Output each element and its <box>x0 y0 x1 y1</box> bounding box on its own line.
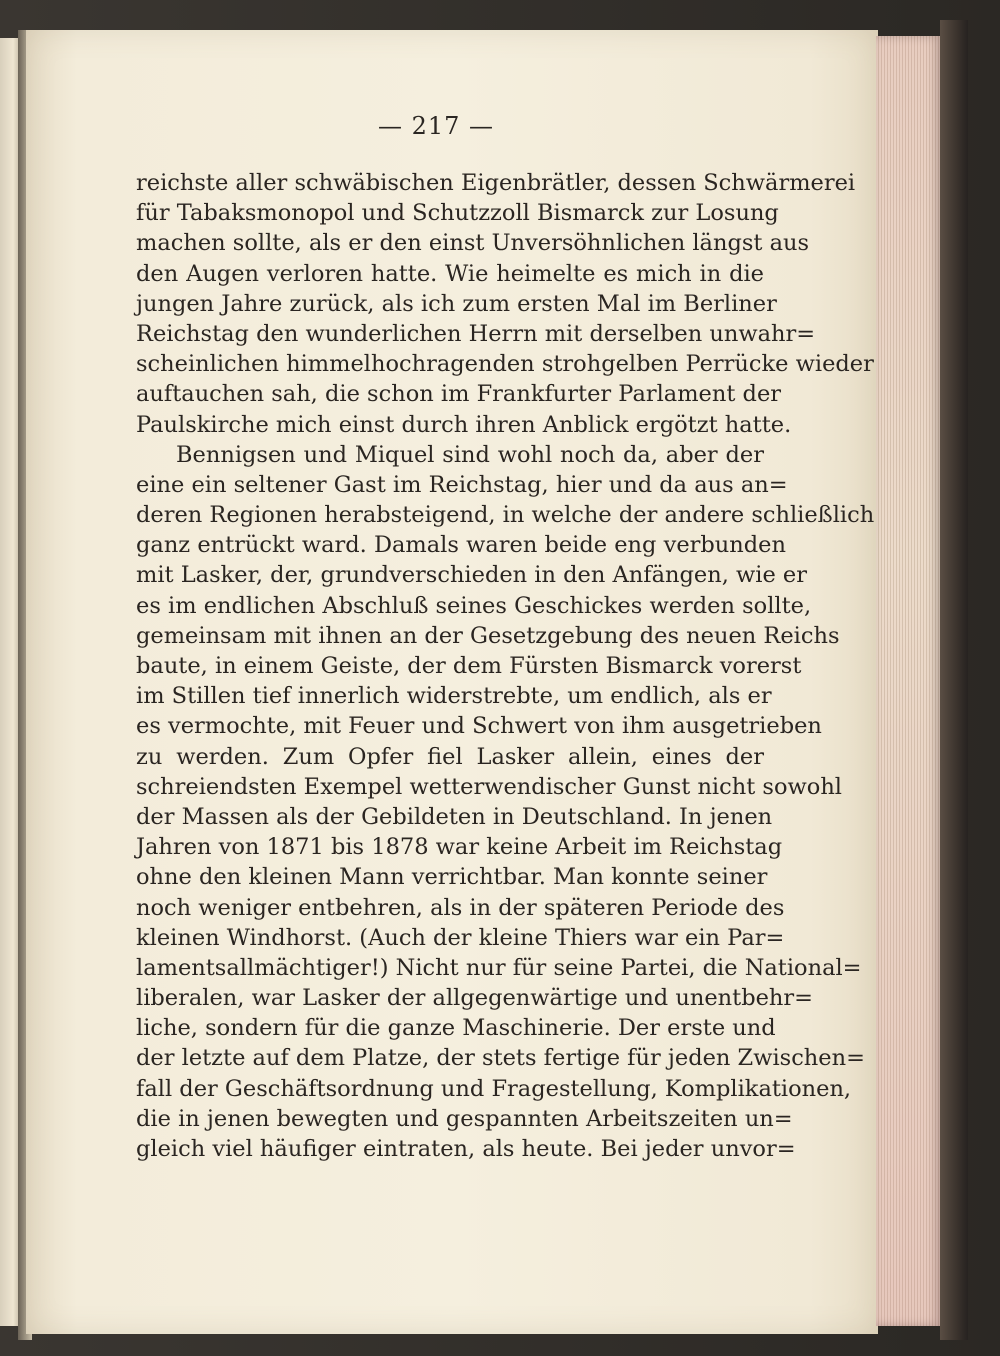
page-edges <box>876 36 940 1326</box>
text-line: ohne den kleinen Mann verrichtbar. Man konnte seiner <box>136 864 768 891</box>
text-line: baute, in einem Geiste, der dem Fürsten Bismarck vorerst <box>136 653 802 679</box>
text-line: den Augen verloren hatte. Wie heimelte es mich in die <box>136 260 764 287</box>
text-line: für Tabaksmonopol und Schutzzoll Bismarck zur Losung <box>136 200 779 227</box>
text-line: auftauchen sah, die schon im Frankfurter Parlament der <box>136 381 782 408</box>
text-line: die in jenen bewegten und gespannten Arbeitszeiten un= <box>136 1105 793 1132</box>
text-line: eine ein seltener Gast im Reichstag, hier und da aus an= <box>136 471 788 498</box>
text-line: schreiendsten Exempel wetterwendischer Gunst nicht sowohl <box>136 773 843 800</box>
text-line: der Massen als der Gebildeten in Deutschland. In jenen <box>136 803 773 830</box>
text-line: gleich viel häufiger eintraten, als heute. Bei jeder unvor= <box>136 1136 796 1162</box>
text-line: Jahren von 1871 bis 1878 war keine Arbeit im Reichstag <box>136 834 783 861</box>
text-line: ganz entrückt ward. Damals waren beide eng verbunden <box>136 532 786 559</box>
text-line: Reichstag den wunderlichen Herrn mit derselben unwahr= <box>136 320 816 347</box>
text-line: kleinen Windhorst. (Auch der kleine Thiers war ein Par= <box>136 924 785 951</box>
text-line: zu werden. Zum Opfer fiel Lasker allein, eines der <box>136 743 764 770</box>
text-line: fall der Geschäftsordnung und Fragestellung, Komplikationen, <box>136 1075 852 1102</box>
text-line: Bennigsen und Miquel sind wohl noch da, aber der <box>176 441 764 468</box>
text-line: liche, sondern für die ganze Maschinerie. Der erste und <box>136 1015 776 1042</box>
text-line: der letzte auf dem Platze, der stets fertige für jeden Zwischen= <box>136 1045 865 1072</box>
text-line: gemeinsam mit ihnen an der Gesetzgebung des neuen Reichs <box>136 622 840 649</box>
text-line: deren Regionen herabsteigend, in welche der andere schließlich <box>136 502 875 529</box>
text-line: mit Lasker, der, grundverschieden in den Anfängen, wie er <box>136 562 807 589</box>
text-line: liberalen, war Lasker der allgegenwärtige und unentbehr= <box>136 985 814 1012</box>
text-line: im Stillen tief innerlich widerstrebte, um endlich, als er <box>136 683 772 710</box>
text-line: noch weniger entbehren, als in der späteren Periode des <box>136 894 785 921</box>
book-cover-edge <box>940 20 968 1340</box>
text-line: lamentsallmächtiger!) Nicht nur für seine Partei, die National= <box>136 954 862 981</box>
text-line: machen sollte, als er den einst Unversöhnlichen längst aus <box>136 230 810 257</box>
text-line: Paulskirche mich einst durch ihren Anblick ergötzt hatte. <box>136 411 792 438</box>
body-text <box>136 168 875 1164</box>
text-line: reichste aller schwäbischen Eigenbrätler, dessen Schwärmerei <box>136 170 856 196</box>
text-line: es im endlichen Abschluß seines Geschickes werden sollte, <box>136 592 812 619</box>
page-number: — 217 — <box>377 112 495 140</box>
text-line: scheinlichen himmelhochragenden strohgelben Perrücke wieder <box>136 351 874 378</box>
text-line: jungen Jahre zurück, als ich zum ersten Mal im Berliner <box>136 290 777 317</box>
text-line: es vermochte, mit Feuer und Schwert von ihm ausgetrieben <box>136 713 822 740</box>
